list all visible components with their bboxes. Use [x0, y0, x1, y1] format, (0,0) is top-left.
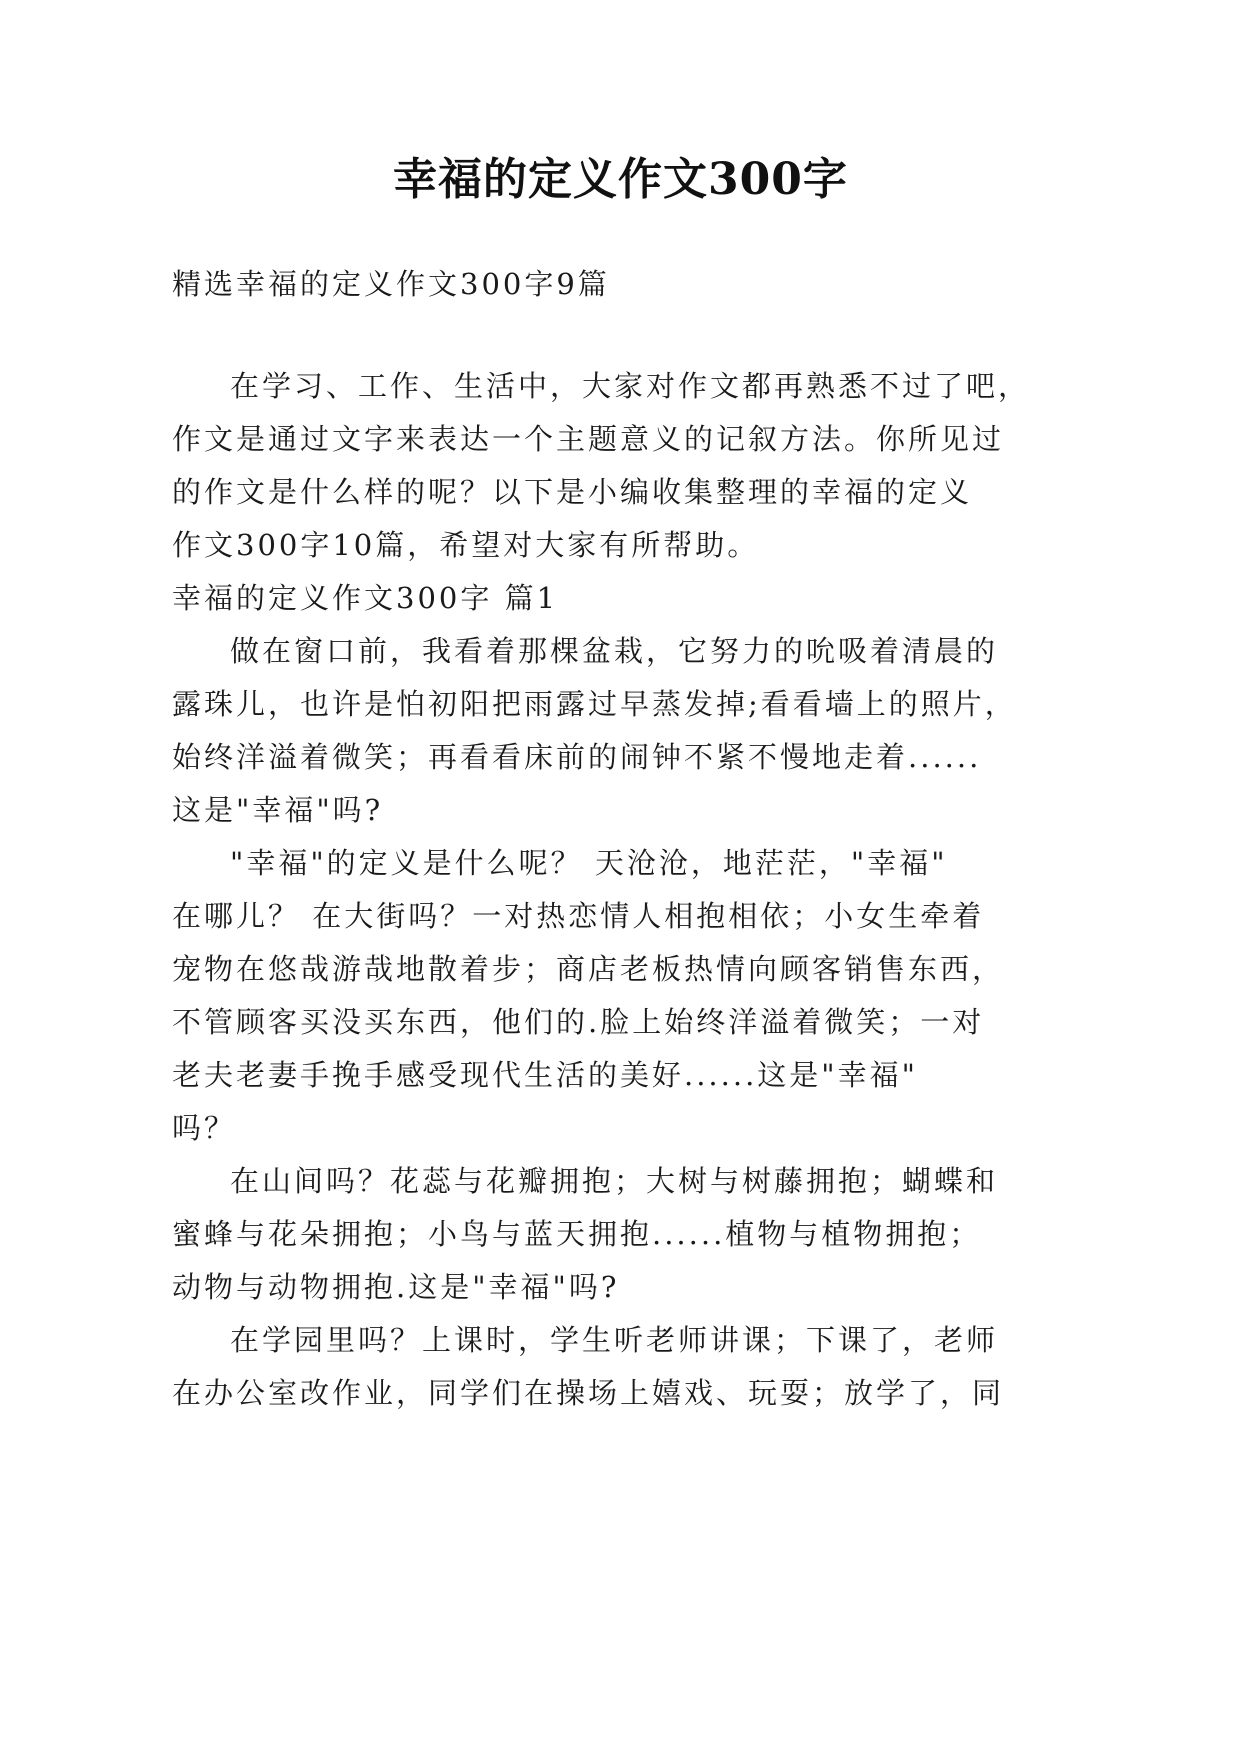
- paragraph-line: 在学园里吗？上课时，学生听老师讲课；下课了，老师: [230, 1323, 999, 1357]
- paragraph-line: 做在窗口前，我看着那棵盆栽，它努力的吮吸着清晨的: [230, 634, 999, 668]
- paragraph-line: 露珠儿，也许是怕初阳把雨露过早蒸发掉;看看墙上的照片，: [172, 687, 1017, 721]
- paragraph-line: 吗？: [172, 1111, 237, 1145]
- section-heading: 幸福的定义作文300字 篇1: [172, 581, 559, 615]
- paragraph-line: 在哪儿？ 在大街吗？一对热恋情人相抱相依；小女生牵着: [172, 899, 985, 933]
- intro-line: 的作文是什么样的呢？以下是小编收集整理的幸福的定义: [172, 475, 973, 509]
- intro-line: 作文300字10篇，希望对大家有所帮助。: [172, 528, 760, 562]
- paragraph-line: 动物与动物拥抱.这是"幸福"吗?: [172, 1270, 620, 1304]
- document-title: 幸福的定义作文300字: [393, 154, 848, 205]
- paragraph-line: "幸福"的定义是什么呢？ 天沧沧，地茫茫，"幸福": [230, 846, 948, 880]
- paragraph-line: 宠物在悠哉游哉地散着步；商店老板热情向顾客销售东西，: [172, 952, 1005, 986]
- intro-line: 在学习、工作、生活中，大家对作文都再熟悉不过了吧，: [230, 369, 1031, 403]
- paragraph-line: 老夫老妻手挽手感受现代生活的美好......这是"幸福": [172, 1058, 918, 1092]
- paragraph-line: 始终洋溢着微笑；再看看床前的闹钟不紧不慢地走着......: [172, 740, 982, 774]
- paragraph-line: 蜜蜂与花朵拥抱；小鸟与蓝天拥抱......植物与植物拥抱；: [172, 1217, 982, 1251]
- document-subtitle: 精选幸福的定义作文300字9篇: [172, 267, 610, 301]
- paragraph-line: 在办公室改作业，同学们在操场上嬉戏、玩耍；放学了，同: [172, 1376, 1005, 1410]
- paragraph-line: 不管顾客买没买东西，他们的.脸上始终洋溢着微笑；一对: [172, 1005, 985, 1039]
- paragraph-line: 在山间吗？花蕊与花瓣拥抱；大树与树藤拥抱；蝴蝶和: [230, 1164, 999, 1198]
- intro-line: 作文是通过文字来表达一个主题意义的记叙方法。你所见过: [172, 422, 1005, 456]
- paragraph-line: 这是"幸福"吗?: [172, 793, 384, 827]
